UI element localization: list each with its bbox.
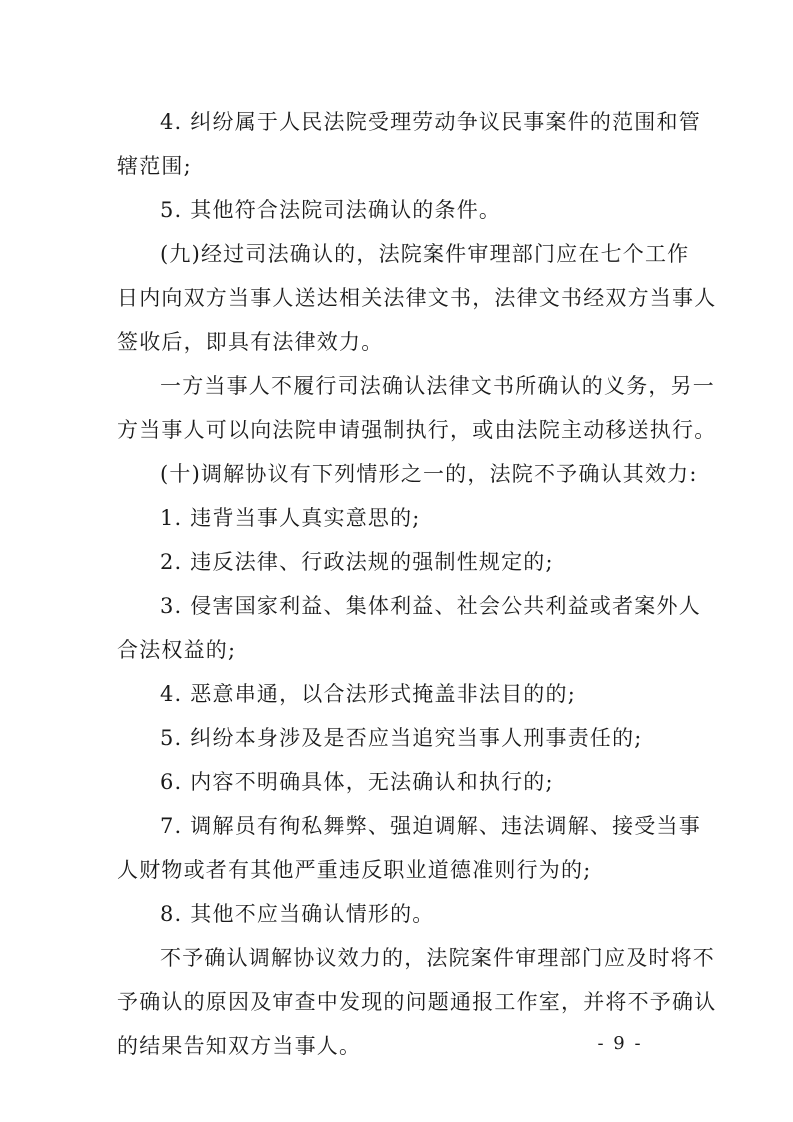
text-line-item4-cont: 辖范围;	[117, 154, 192, 178]
text-line-condition6: 6. 内容不明确具体，无法确认和执行的;	[160, 770, 554, 794]
text-line-condition3: 3. 侵害国家利益、集体利益、社会公共利益或者案外人	[160, 594, 701, 618]
text-line-condition7-cont: 人财物或者有其他严重违反职业道德准则行为的;	[117, 858, 592, 882]
page-number: - 9 -	[597, 1033, 643, 1054]
text-line-condition3-cont: 合法权益的;	[117, 638, 237, 662]
text-line-condition4: 4. 恶意串通，以合法形式掩盖非法目的的;	[160, 682, 576, 706]
text-line-condition2: 2. 违反法律、行政法规的强制性规定的;	[160, 550, 554, 574]
text-line-condition1: 1. 违背当事人真实意思的;	[160, 506, 421, 530]
text-line-nonconfirm: 不予确认调解协议效力的，法院案件审理部门应及时将不	[160, 946, 715, 970]
text-line-item5: 5. 其他符合法院司法确认的条件。	[160, 198, 502, 222]
text-line-clause9: (九)经过司法确认的，法院案件审理部门应在七个工作	[160, 242, 690, 266]
text-line-enforcement-cont: 方当事人可以向法院申请强制执行，或由法院主动移送执行。	[117, 418, 717, 442]
text-line-condition5: 5. 纠纷本身涉及是否应当追究当事人刑事责任的;	[160, 726, 643, 750]
text-line-clause9-cont2: 签收后，即具有法律效力。	[117, 330, 384, 354]
text-line-enforcement: 一方当事人不履行司法确认法律文书所确认的义务，另一	[160, 374, 715, 398]
text-line-nonconfirm-cont2: 的结果告知双方当事人。	[117, 1034, 362, 1058]
text-line-clause10: (十)调解协议有下列情形之一的，法院不予确认其效力:	[160, 462, 698, 486]
text-line-clause9-cont1: 日内向双方当事人送达相关法律文书，法律文书经双方当事人	[117, 286, 717, 310]
text-line-condition7: 7. 调解员有徇私舞弊、强迫调解、违法调解、接受当事	[160, 814, 701, 838]
text-line-item4: 4. 纠纷属于人民法院受理劳动争议民事案件的范围和管	[160, 110, 701, 134]
text-line-condition8: 8. 其他不应当确认情形的。	[160, 902, 435, 926]
text-line-nonconfirm-cont1: 予确认的原因及审查中发现的问题通报工作室，并将不予确认	[117, 990, 717, 1014]
